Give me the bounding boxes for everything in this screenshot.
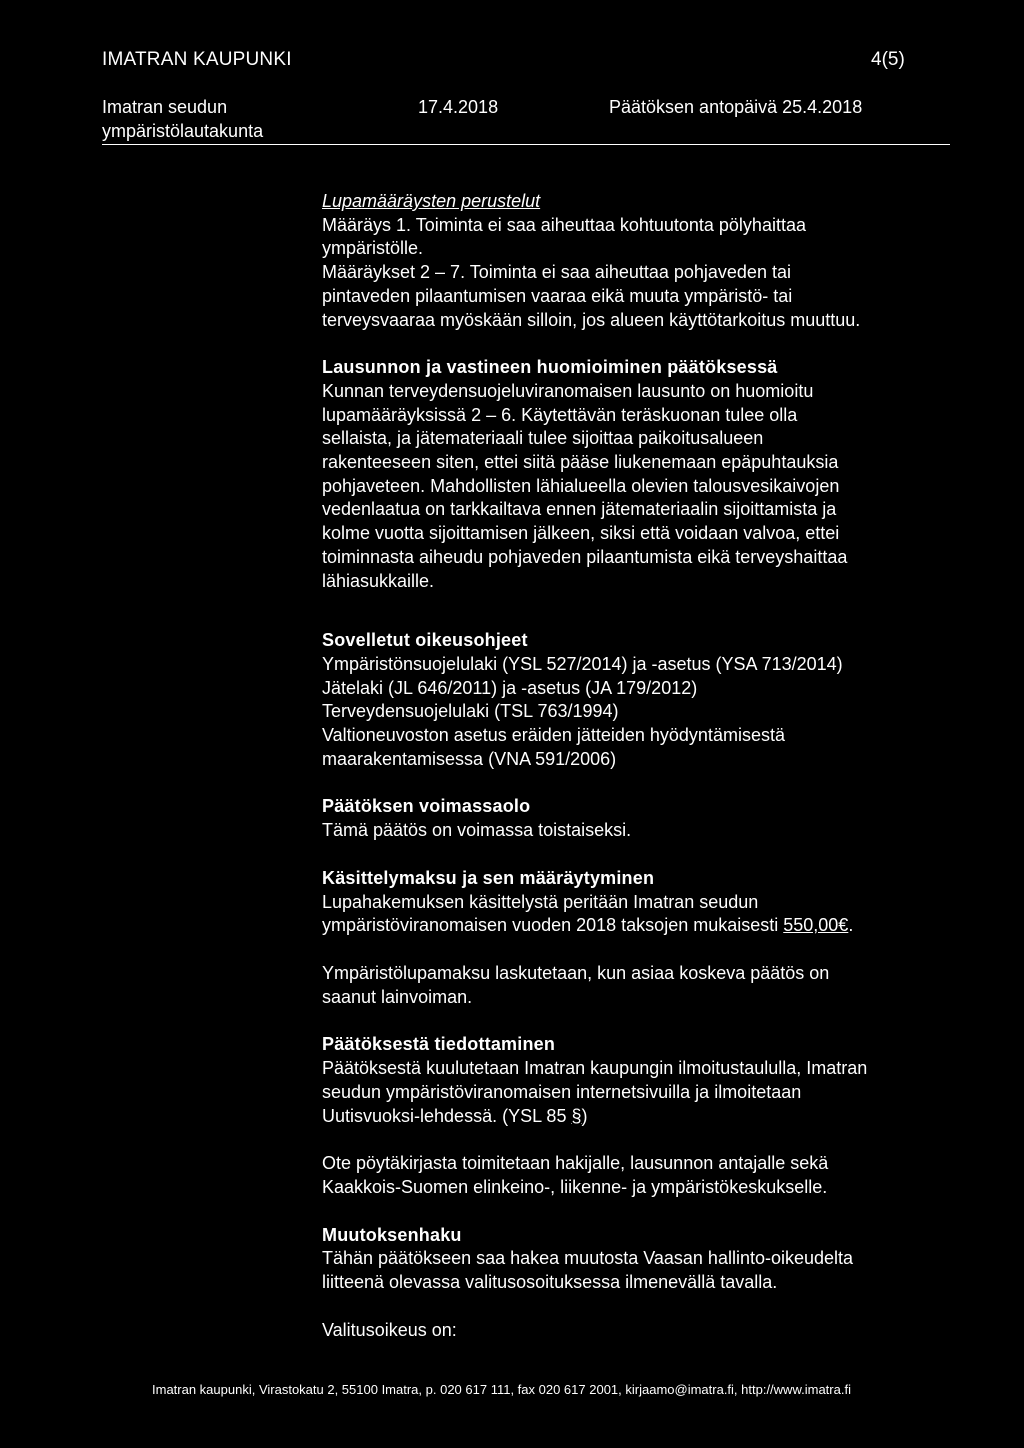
fee-amount: 550,00€ (783, 915, 849, 936)
text-line: Ote pöytäkirjasta toimitetaan hakijalle, lausunnon antajalle sekä (322, 1153, 829, 1174)
section-lausunto (322, 356, 962, 593)
section-tiedottaminen (322, 1033, 962, 1199)
text-line: seudun ympäristöviranomaisen internetsivuilla ja ilmoitetaan (322, 1081, 802, 1102)
section-heading-oikeusohjeet: Sovelletut oikeusohjeet (322, 630, 528, 651)
text-line-fee (322, 914, 962, 938)
text-line: toiminnasta aiheudu pohjaveden pilaantumista eikä terveyshaittaa (322, 546, 848, 567)
text-line: ympäristölle. (322, 238, 424, 259)
section-heading-voimassaolo: Päätöksen voimassaolo (322, 796, 531, 817)
section-perustelut (322, 190, 962, 332)
meeting-date: 17.4.2018 (418, 97, 499, 117)
text-line: Kaakkois-Suomen elinkeino-, liikenne- ja ympäristökeskukselle. (322, 1176, 828, 1197)
text-line: Määräys 1. Toiminta ei saa aiheuttaa kohtuutonta pölyhaittaa (322, 214, 806, 235)
document-body (322, 190, 962, 1342)
text-line-ysl (322, 1105, 962, 1129)
text-line: lähiasukkaille. (322, 570, 435, 591)
text-line: pintaveden pilaantumisen vaaraa eikä muuta ympäristö- tai (322, 285, 793, 306)
text-line: lupamääräyksissä 2 – 6. Käytettävän teräskuonan tulee olla (322, 404, 798, 425)
text-line: terveysvaaraa myöskään silloin, jos alueen käyttötarkoitus muuttuu. (322, 309, 861, 330)
section-oikeusohjeet (322, 629, 962, 771)
text-line: Terveydensuojelulaki (TSL 763/1994) (322, 701, 619, 722)
organization-name: IMATRAN KAUPUNKI (102, 49, 292, 70)
page-number: 4(5) (871, 49, 905, 70)
board-name (102, 95, 263, 143)
text-line: Ympäristönsuojelulaki (YSL 527/2014) ja -asetus (YSA 713/2014) (322, 653, 843, 674)
text-line: Jätelaki (JL 646/2011) ja -asetus (JA 179/2012) (322, 677, 698, 698)
text-line: kolme vuotta sijoittamisen jälkeen, siksi että voidaan valvoa, ettei (322, 523, 840, 544)
board-name-line1: Imatran seudun (102, 97, 228, 117)
section-heading-tiedottaminen: Päätöksestä tiedottaminen (322, 1034, 556, 1055)
text-line: liitteenä olevassa valitusosoituksessa ilmenevällä tavalla. (322, 1272, 778, 1293)
board-name-line2: ympäristölautakunta (102, 121, 264, 141)
text-line: Kunnan terveydensuojeluviranomaisen lausunto on huomioitu (322, 380, 814, 401)
text-line: Tähän päätökseen saa hakea muutosta Vaasan hallinto-oikeudelta (322, 1248, 854, 1269)
text-line: Tämä päätös on voimassa toistaiseksi. (322, 820, 632, 841)
valitusoikeus: Valitusoikeus on: (322, 1319, 457, 1340)
fee-period: . (848, 915, 854, 936)
section-symbol: § (571, 1105, 582, 1126)
text-line: vedenlaatua on tarkkailtava ennen jätemateriaalin sijoittamista ja (322, 499, 837, 520)
decision-date: Päätöksen antopäivä 25.4.2018 (609, 97, 863, 117)
section-title-perustelut: Lupamääräysten perustelut (322, 191, 541, 211)
section-voimassaolo (322, 795, 962, 842)
fee-text: ympäristöviranomaisen vuoden 2018 taksojen mukaisesti (322, 915, 784, 936)
section-heading-kasittelymaksu: Käsittelymaksu ja sen määräytyminen (322, 867, 655, 888)
text-line: sellaista, ja jätemateriaali tulee sijoittaa paikoitusalueen (322, 428, 764, 449)
text-line: Määräykset 2 – 7. Toiminta ei saa aiheuttaa pohjaveden tai (322, 262, 791, 283)
text-line: rakenteeseen siten, ettei siitä pääse liukenemaan epäpuhtauksia (322, 452, 839, 473)
section-heading-muutoksenhaku: Muutoksenhaku (322, 1224, 462, 1245)
footer-contact-info: Imatran kaupunki, Virastokatu 2, 55100 Imatra, p. 020 617 111, fax 020 617 2001, kirjaamo@imatra.fi, http://www.imatra.fi (152, 1382, 851, 1397)
text-line: pohjaveteen. Mahdollisten lähialueella olevien talousvesikaivojen (322, 475, 840, 496)
text-line: Päätöksestä kuulutetaan Imatran kaupungin ilmoitustaululla, Imatran (322, 1058, 868, 1079)
text-line: maarakentamisessa (VNA 591/2006) (322, 748, 617, 769)
text-line: Valtioneuvoston asetus eräiden jätteiden hyödyntämisestä (322, 725, 785, 746)
section-kasittelymaksu (322, 867, 962, 1010)
text-line: Ympäristölupamaksu laskutetaan, kun asiaa koskeva päätös on (322, 962, 830, 983)
text-line: Lupahakemuksen käsittelystä peritään Imatran seudun (322, 891, 759, 912)
text-line: saanut lainvoiman. (322, 986, 473, 1007)
ysl-close: ) (581, 1105, 588, 1126)
ysl-text: Uutisvuoksi-lehdessä. (YSL 85 (322, 1105, 572, 1126)
section-muutoksenhaku (322, 1224, 962, 1343)
header-divider (102, 144, 950, 145)
section-heading-lausunto: Lausunnon ja vastineen huomioiminen päätöksessä (322, 357, 778, 378)
